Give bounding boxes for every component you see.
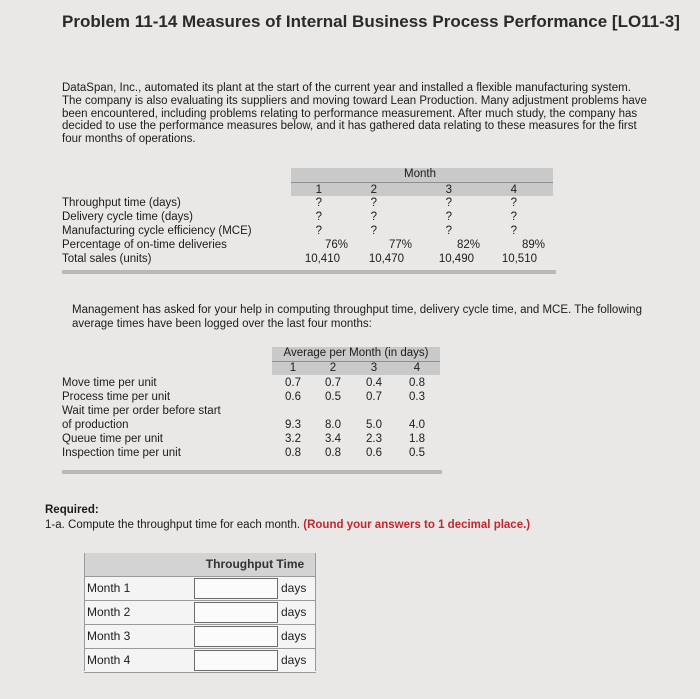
month-header: Month	[404, 168, 436, 180]
cell-value: 10,410	[304, 253, 340, 265]
row-label: Percentage of on-time deliveries	[62, 239, 227, 251]
cell-value: 0.8	[325, 447, 341, 459]
month-number: 3	[370, 362, 378, 374]
required-section	[45, 503, 530, 533]
cell-value: 0.7	[325, 377, 341, 389]
row-label: Manufacturing cycle efficiency (MCE)	[62, 225, 252, 237]
cell-value: ?	[510, 225, 517, 237]
answer-row	[84, 648, 316, 673]
row-label: Throughput time (days)	[62, 197, 181, 209]
cell-value: ?	[445, 197, 452, 209]
cell-value: 1.8	[409, 433, 425, 445]
row-label: Queue time per unit	[62, 433, 164, 445]
avg-header: Average per Month (in days)	[283, 347, 429, 359]
required-instruction	[45, 518, 530, 533]
answer-row	[84, 576, 316, 600]
unit-label: days	[281, 653, 307, 667]
table2-bottom-rule	[62, 470, 442, 474]
cell-value: 4.0	[409, 419, 425, 431]
cell-value: 0.7	[366, 391, 382, 403]
cell-value: 0.3	[409, 391, 425, 403]
cell-value: 0.5	[325, 391, 341, 403]
cell-value: 0.7	[285, 377, 301, 389]
row-label: of production	[62, 419, 129, 431]
rounding-note: (Round your answers to 1 decimal place.)	[303, 519, 531, 531]
month-number: 3	[445, 184, 452, 196]
month-number: 4	[413, 362, 421, 374]
cell-value: ?	[510, 197, 517, 209]
cell-value: ?	[445, 211, 452, 223]
cell-value: 0.5	[409, 447, 425, 459]
management-paragraph: Management has asked for your help in computing throughput time, delivery cycle time, and MCE. The following average times have been logged over the last four months:	[72, 304, 642, 330]
answer-border-left	[84, 553, 85, 671]
cell-value: ?	[370, 211, 377, 223]
cell-value: 3.2	[285, 433, 301, 445]
row-label: Delivery cycle time (days)	[62, 211, 193, 223]
cell-value: ?	[315, 197, 322, 209]
table-bottom-rule	[62, 270, 556, 274]
row-label: Move time per unit	[62, 377, 157, 389]
month-number: 1	[289, 362, 297, 374]
throughput-input-month-4[interactable]	[194, 650, 278, 671]
required-part: 1-a. Compute the throughput time for each month.	[45, 519, 301, 531]
unit-label: days	[281, 629, 307, 643]
throughput-input-month-3[interactable]	[194, 626, 278, 647]
cell-value: 2.3	[366, 433, 382, 445]
answer-border-right	[315, 553, 316, 671]
month-label: Month 2	[87, 605, 131, 619]
month-number: 1	[315, 184, 322, 196]
cell-value: 0.8	[409, 377, 425, 389]
row-label: Wait time per order before start	[62, 405, 221, 417]
answer-row	[84, 624, 316, 648]
throughput-time-header: Throughput Time	[205, 557, 305, 571]
cell-value: ?	[445, 225, 452, 237]
month-number: 4	[510, 184, 517, 196]
throughput-input-month-2[interactable]	[194, 602, 278, 623]
row-label: Inspection time per unit	[62, 447, 181, 459]
row-label: Process time per unit	[62, 391, 171, 403]
unit-label: days	[281, 605, 307, 619]
cell-value: 10,490	[438, 253, 474, 265]
cell-value: 0.6	[366, 447, 382, 459]
cell-value: 0.8	[285, 447, 301, 459]
cell-value: ?	[370, 225, 377, 237]
cell-value: 89%	[521, 239, 545, 251]
cell-value: 0.6	[285, 391, 301, 403]
throughput-input-month-1[interactable]	[194, 578, 278, 599]
month-label: Month 4	[87, 653, 131, 667]
intro-paragraph: DataSpan, Inc., automated its plant at the start of the current year and installed a flexible manufacturing system. The company is also evaluating its suppliers and moving toward Lean Production. Many adjustment problems have been encountered, including problems relating to performance measurement. After much study, the company has decided to use the performance measures below, and it has gathered data relating to these measures for the first four months of operations.	[62, 82, 647, 146]
cell-value: ?	[315, 211, 322, 223]
answer-header	[84, 553, 316, 576]
unit-label: days	[281, 581, 307, 595]
month-label: Month 3	[87, 629, 131, 643]
month-label: Month 1	[87, 581, 131, 595]
throughput-answer-table	[84, 553, 316, 673]
page-title: Problem 11-14 Measures of Internal Business Process Performance [LO11-3]	[62, 12, 680, 31]
month-number: 2	[370, 184, 377, 196]
cell-value: ?	[315, 225, 322, 237]
month-number: 2	[329, 362, 337, 374]
required-heading: Required:	[45, 504, 99, 516]
cell-value: 82%	[456, 239, 480, 251]
cell-value: 9.3	[285, 419, 301, 431]
cell-value: 77%	[388, 239, 412, 251]
cell-value: 3.4	[325, 433, 341, 445]
cell-value: 5.0	[366, 419, 382, 431]
answer-row	[84, 600, 316, 624]
cell-value: 76%	[324, 239, 348, 251]
cell-value: 0.4	[366, 377, 382, 389]
cell-value: 8.0	[325, 419, 341, 431]
row-label: Total sales (units)	[62, 253, 152, 265]
cell-value: ?	[510, 211, 517, 223]
cell-value: 10,510	[501, 253, 537, 265]
cell-value: 10,470	[368, 253, 404, 265]
cell-value: ?	[370, 197, 377, 209]
